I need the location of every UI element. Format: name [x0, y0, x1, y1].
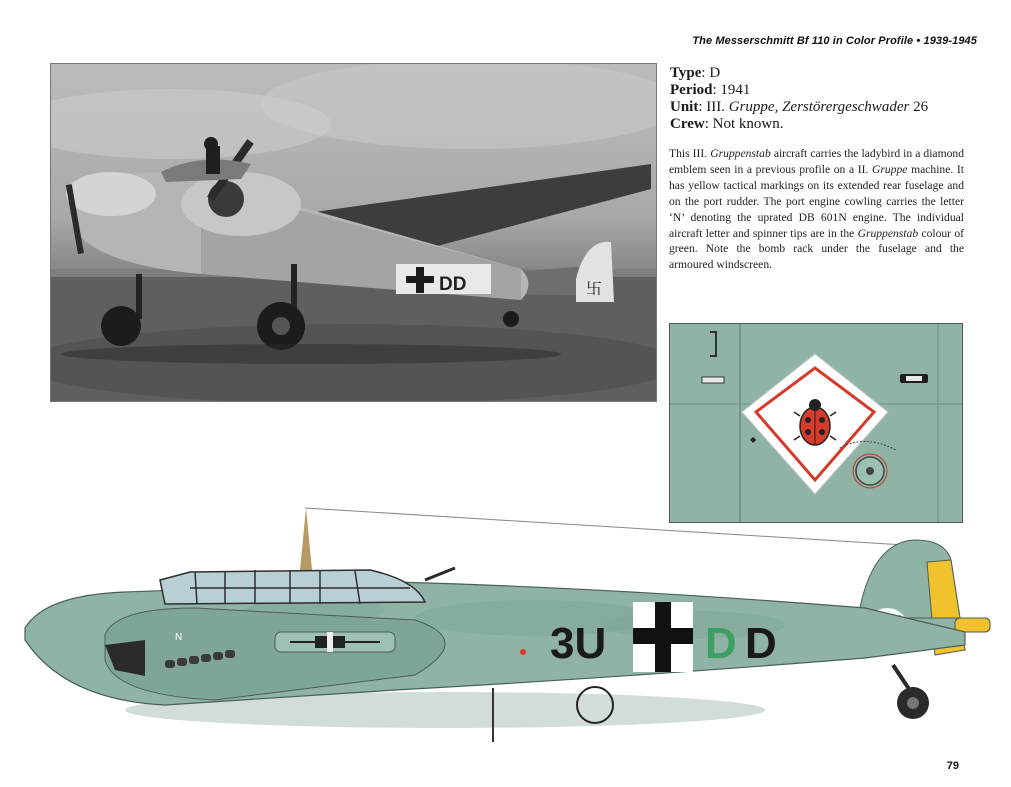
spec-period-key: Period [670, 82, 713, 98]
spec-crew-key: Crew [670, 116, 705, 132]
description-paragraph [669, 146, 964, 273]
cowling-letter: N [175, 632, 183, 643]
spec-unit-key: Unit [670, 99, 699, 115]
code-left: 3U [550, 619, 607, 668]
code-right: D [745, 619, 777, 668]
spec-type-key: Type [670, 65, 702, 81]
spec-period-value: 1941 [720, 82, 751, 98]
spec-period: Period: 1941 [670, 82, 751, 98]
spec-unit-italic: Gruppe, Zerstörergeschwader [728, 99, 910, 115]
svg-text:◆: ◆ [750, 435, 757, 444]
desc-part-4: Gruppe [872, 162, 908, 176]
ladybird-emblem-illustration [670, 324, 962, 522]
spec-block [670, 65, 990, 133]
aircraft-photo-illustration [51, 64, 656, 401]
emblem-detail-inset [669, 323, 963, 523]
spec-unit: Unit: III. Gruppe, Zerstörergeschwader 26 [670, 99, 929, 115]
spec-crew: Crew: Not known. [670, 116, 784, 132]
desc-part-5: machine. It has yellow tactical markings on its extended rear fuselage and on the port rudder. The port engine cowling carries the letter ‘N’ denoting the uprated DB 601N engine. The individual aircraft letter and spinner tips are in the [669, 162, 964, 240]
spec-unit-suffix: 26 [913, 99, 929, 115]
spec-type-value: D [709, 65, 721, 81]
desc-part-1: This III. [669, 147, 708, 160]
desc-part-3: aircraft carries the ladybird in a diamond emblem seen in a previous profile on a II. [669, 147, 964, 176]
spec-crew-value: Not known. [712, 116, 784, 132]
bf110-profile-illustration [15, 500, 1000, 750]
desc-part-2: Gruppenstab [710, 147, 771, 160]
desc-part-6: Gruppenstab [857, 226, 919, 240]
code-green: D [705, 619, 737, 668]
svg-text:卐: 卐 [586, 279, 603, 298]
archive-photo [50, 63, 657, 402]
photo-fuselage-code: DD [439, 274, 467, 295]
spec-unit-prefix: III. [706, 99, 726, 115]
desc-part-7: colour of green. Note the bomb rack under the fuselage and the armoured windscreen. [669, 226, 964, 272]
page-number: 79 [946, 760, 959, 772]
running-header: The Messerschmitt Bf 110 in Color Profile • 1939-1945 [692, 35, 977, 47]
aircraft-side-profile [15, 500, 1000, 750]
spec-type: Type: D [670, 65, 721, 81]
